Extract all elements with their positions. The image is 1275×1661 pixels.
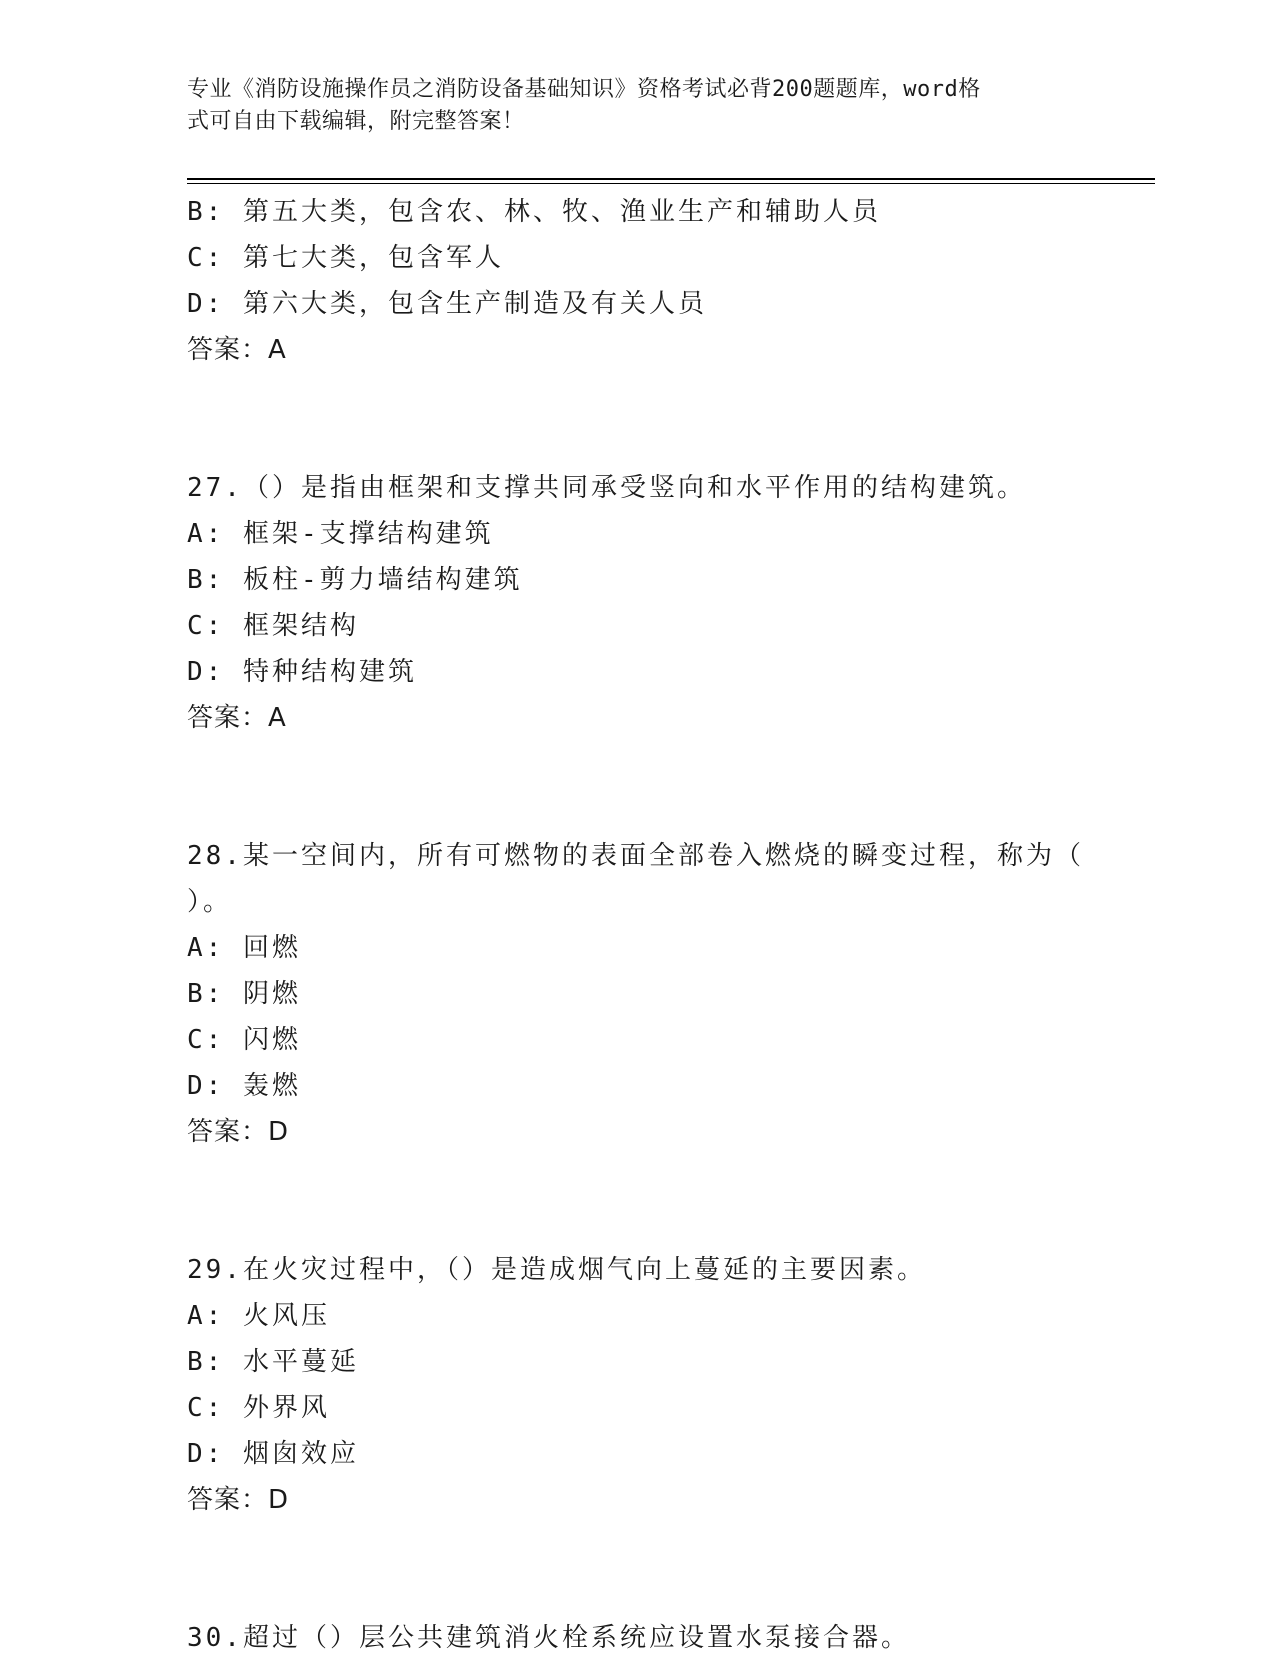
document-header (187, 74, 1067, 138)
option-d: D: 第六大类，包含生产制造及有关人员 (187, 289, 707, 319)
question-stem: 27.（）是指由框架和支撑共同承受竖向和水平作用的结构建筑。 (187, 473, 1026, 503)
option-a: A: 火风压 (187, 1301, 330, 1331)
option-d: D: 轰燃 (187, 1071, 301, 1101)
spacer (187, 373, 1087, 465)
header-divider-thin (187, 183, 1155, 184)
spacer (187, 1155, 1087, 1247)
answer-line: 答案：D (187, 1117, 290, 1147)
header-divider-thick (187, 178, 1155, 180)
question-block-30 (187, 1615, 1087, 1661)
option-c: C: 第七大类，包含军人 (187, 243, 504, 273)
question-stem-continued: ）。 (187, 887, 233, 917)
option-a: A: 框架-支撑结构建筑 (187, 519, 494, 549)
spacer (187, 1523, 1087, 1615)
option-b: B: 阴燃 (187, 979, 301, 1009)
option-c: C: 框架结构 (187, 611, 359, 641)
option-d: D: 特种结构建筑 (187, 657, 417, 687)
option-a: A: 回燃 (187, 933, 301, 963)
question-block-27 (187, 465, 1087, 741)
option-c: C: 外界风 (187, 1393, 330, 1423)
question-list (187, 189, 1087, 1661)
answer-line: 答案：D (187, 1485, 290, 1515)
question-block-prev (187, 189, 1087, 373)
option-b: B: 板柱-剪力墙结构建筑 (187, 565, 523, 595)
question-stem: 29.在火灾过程中，（）是造成烟气向上蔓延的主要因素。 (187, 1255, 926, 1285)
question-block-28 (187, 833, 1087, 1155)
answer-line: 答案：A (187, 335, 287, 365)
header-line-2: 式可自由下载编辑，附完整答案！ (187, 109, 525, 134)
question-block-29 (187, 1247, 1087, 1523)
question-stem: 30.超过（）层公共建筑消火栓系统应设置水泵接合器。 (187, 1623, 910, 1653)
option-c: C: 闪燃 (187, 1025, 301, 1055)
option-b: B: 第五大类，包含农、林、牧、渔业生产和辅助人员 (187, 197, 881, 227)
spacer (187, 741, 1087, 833)
option-d: D: 烟囱效应 (187, 1439, 359, 1469)
option-b: B: 水平蔓延 (187, 1347, 359, 1377)
header-line-1: 专业《消防设施操作员之消防设备基础知识》资格考试必背200题题库，word格 (187, 77, 981, 102)
answer-line: 答案：A (187, 703, 287, 733)
question-stem: 28.某一空间内，所有可燃物的表面全部卷入燃烧的瞬变过程，称为（ (187, 841, 1084, 871)
